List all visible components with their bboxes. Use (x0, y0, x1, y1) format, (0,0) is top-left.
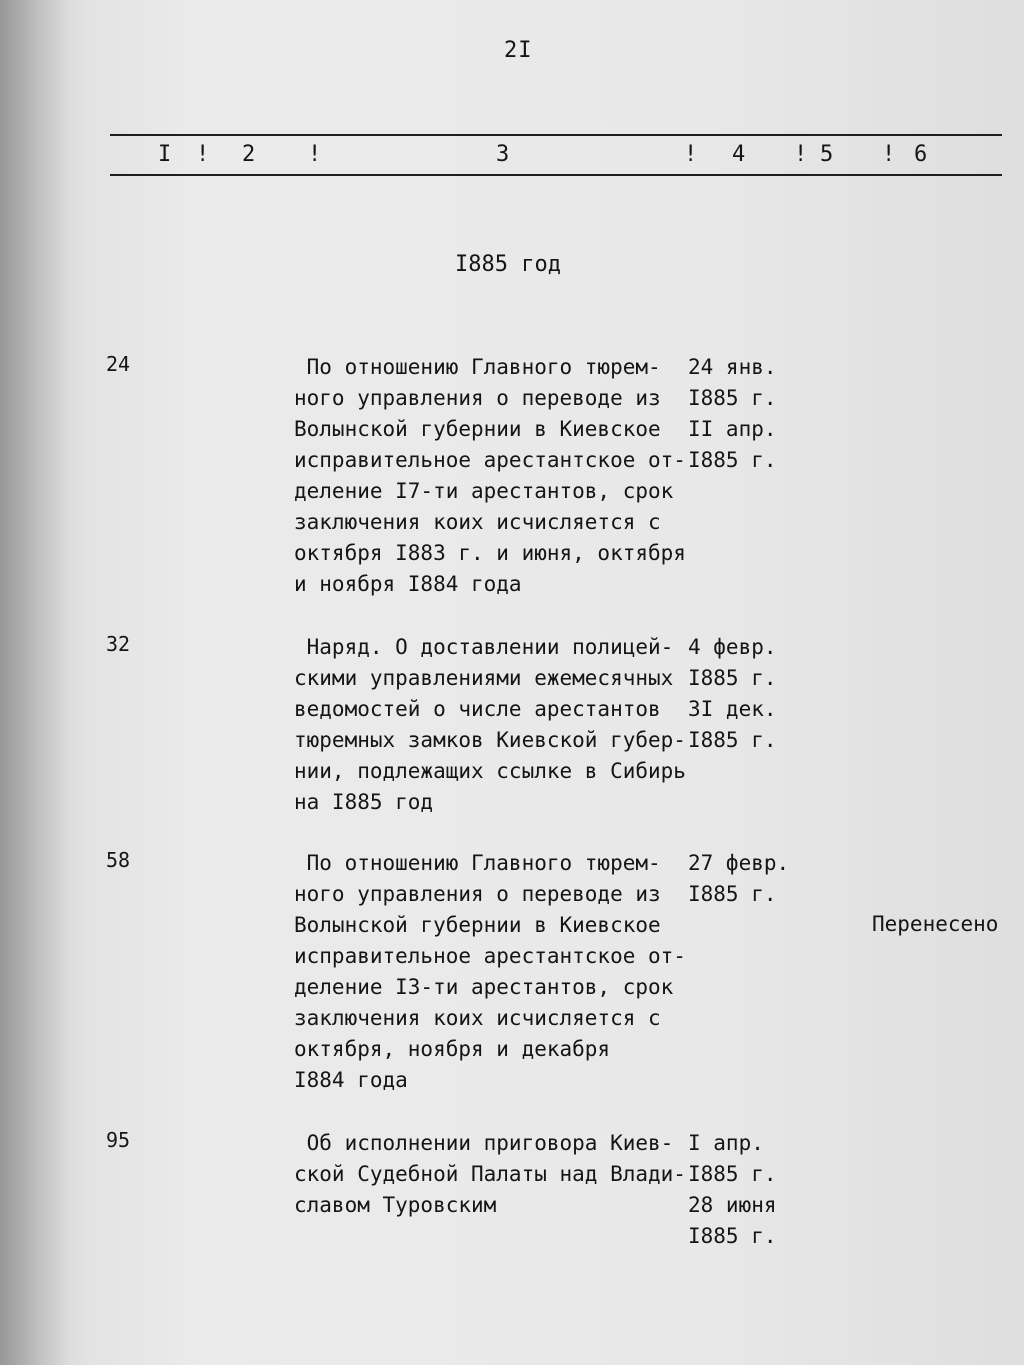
year-heading: I885 год (455, 252, 561, 277)
entry-description (294, 352, 686, 600)
entry-description-line: исправительное арестантское от- (294, 944, 686, 968)
entry-description-line: Волынской губернии в Киевское (294, 417, 661, 441)
column-separator: ! (794, 142, 808, 167)
entry-description-line: По отношению Главного тюрем- (294, 355, 661, 379)
entry-description-line: и ноября I884 года (294, 572, 522, 596)
entry-description-line: Об исполнении приговора Киев- (294, 1131, 674, 1155)
entry-description-line: тюремных замков Киевской губер- (294, 728, 686, 752)
entry-description-line: ведомостей о числе арестантов (294, 697, 661, 721)
entry-dates (688, 848, 789, 910)
column-header-1: I (158, 142, 172, 167)
entry-description-line: октября I883 г. и июня, октября (294, 541, 686, 565)
entry-description-line: деление I7-ти арестантов, срок (294, 479, 674, 503)
entry-date-line: I885 г. (688, 666, 777, 690)
entry-description-line: нии, подлежащих ссылке в Сибирь (294, 759, 686, 783)
entry-description (294, 848, 686, 1096)
entry-description-line: I884 года (294, 1068, 408, 1092)
entry-description-line: скими управлениями ежемесячных (294, 666, 674, 690)
entry-date-line: II апр. (688, 417, 777, 441)
entry-description-line: Наряд. О доставлении полицей- (294, 635, 674, 659)
page-number: 2I (504, 38, 533, 63)
column-header-6: 6 (914, 142, 928, 167)
entry-number: 24 (106, 352, 131, 376)
column-separator: ! (684, 142, 698, 167)
column-header-3: 3 (496, 142, 510, 167)
table-header-rule (110, 174, 1002, 176)
entry-date-line: 24 янв. (688, 355, 777, 379)
entry-description (294, 632, 686, 818)
entry-description-line: славом Туровским (294, 1193, 497, 1217)
entry-date-line: 3I дек. (688, 697, 777, 721)
entry-date-line: I885 г. (688, 448, 777, 472)
entry-description-line: деление I3-ти арестантов, срок (294, 975, 674, 999)
entry-date-line: I885 г. (688, 386, 777, 410)
column-separator: ! (308, 142, 322, 167)
entry-number: 58 (106, 848, 131, 872)
entry-dates (688, 1128, 777, 1252)
entry-date-line: 28 июня (688, 1193, 777, 1217)
entry-dates (688, 632, 777, 756)
entry-description-line: ской Судебной Палаты над Влади- (294, 1162, 686, 1186)
column-header-5: 5 (820, 142, 834, 167)
column-separator: ! (882, 142, 896, 167)
column-header-2: 2 (242, 142, 256, 167)
entry-dates (688, 352, 777, 476)
column-separator: ! (196, 142, 210, 167)
entry-note: Перенесено (872, 912, 999, 936)
entry-number: 95 (106, 1128, 131, 1152)
entry-number: 32 (106, 632, 131, 656)
entry-description-line: заключения коих исчисляется с (294, 510, 661, 534)
entry-date-line: I885 г. (688, 1162, 777, 1186)
entry-date-line: 27 февр. (688, 851, 790, 875)
entry-date-line: I апр. (688, 1131, 764, 1155)
entry-description-line: исправительное арестантское от- (294, 448, 686, 472)
entry-description-line: ного управления о переводе из (294, 882, 661, 906)
entry-description-line: октября, ноября и декабря (294, 1037, 611, 1061)
entry-date-line: I885 г. (688, 728, 777, 752)
table-top-rule (110, 134, 1002, 136)
entry-description-line: Волынской губернии в Киевское (294, 913, 661, 937)
entry-description-line: ного управления о переводе из (294, 386, 661, 410)
entry-description-line: заключения коих исчисляется с (294, 1006, 661, 1030)
column-header-4: 4 (732, 142, 746, 167)
entry-description-line: По отношению Главного тюрем- (294, 851, 661, 875)
entry-date-line: 4 февр. (688, 635, 777, 659)
entry-date-line: I885 г. (688, 882, 777, 906)
entry-date-line: I885 г. (688, 1224, 777, 1248)
entry-description (294, 1128, 686, 1221)
entry-description-line: на I885 год (294, 790, 434, 814)
